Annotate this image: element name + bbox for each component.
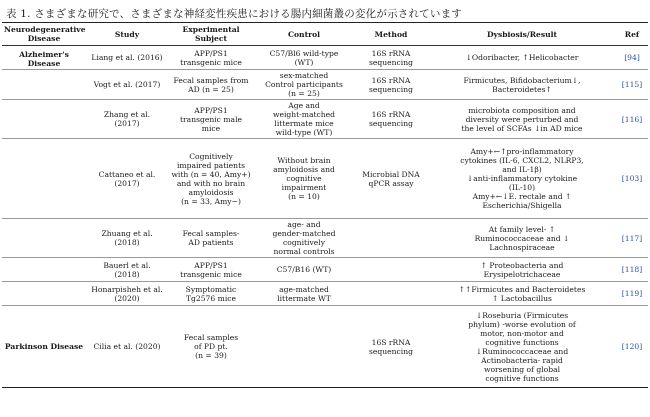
disease-cell: Alzheimer's Disease	[19, 50, 69, 68]
result-cell: ↓Odoribacter, ↑Helicobacter	[465, 53, 579, 62]
table-caption: 表 1. さまざまな研究で、さまざまな神経変性疾患における腸内細菌叢の変化が示されています	[6, 8, 462, 20]
subject-cell: Cognitively impaired patients with (n = 40, Amy+) and with no brain amyloidosis (n = 33, Amy−)	[171, 151, 251, 206]
ref-link[interactable]: [118]	[621, 265, 643, 274]
ref-link[interactable]: [119]	[621, 289, 643, 298]
subject-cell: Fecal samples from AD (n = 25)	[173, 75, 249, 94]
ref-link[interactable]: [117]	[621, 233, 643, 243]
table-row	[2, 70, 648, 100]
disease-cell-empty	[2, 70, 86, 100]
ref-link[interactable]: [120]	[621, 342, 643, 351]
method-cell: 16S rRNA sequencing	[369, 337, 413, 356]
control-cell: sex-matched Control participants (n = 25)	[265, 71, 343, 98]
subject-cell: Symptomatic Tg2576 mice	[185, 284, 237, 303]
subject-cell: APP/PS1 transgenic male mice	[180, 105, 242, 133]
ref-link[interactable]: [116]	[621, 114, 643, 124]
study-cell: Liang et al. (2016)	[91, 53, 163, 62]
subject-cell: APP/PS1 transgenic mice	[180, 48, 242, 67]
control-cell: C57/Bl6 wild-type (WT)	[269, 48, 339, 67]
header-ref: Ref	[624, 29, 640, 39]
subject-cell: Fecal samples of PD pt. (n = 39)	[183, 333, 239, 360]
method-cell: 16S rRNA sequencing	[369, 110, 413, 128]
disease-cell-empty	[2, 282, 86, 306]
control-cell: age- and gender-matched cognitively normal controls	[272, 220, 336, 256]
study-cell: Vogt et al. (2017)	[93, 80, 161, 89]
disease-cell-empty	[2, 219, 86, 258]
method-cell: Microbial DNA qPCR assay	[362, 169, 420, 188]
header-result: Dysbiosis/Result	[486, 29, 558, 39]
disease-cell: Parkinson Disease	[4, 342, 84, 351]
table-row	[2, 306, 648, 388]
subject-cell: Fecal samples- AD patients	[182, 229, 240, 247]
table-row	[2, 139, 648, 219]
ref-link[interactable]: [115]	[621, 80, 643, 89]
table-row	[2, 258, 648, 282]
study-cell: Zhuang et al. (2018)	[101, 229, 153, 247]
disease-cell-empty	[2, 139, 86, 219]
disease-cell-empty	[2, 100, 86, 139]
result-cell: ↓Roseburia (Firmicutes phylum) -worse evolution of motor, non-motor and cognitive functions ↓Ruminococcaceae and Actinobacteria- rapid worsening of global cognitive functions	[468, 310, 576, 383]
method-cell: 16S rRNA sequencing	[369, 48, 413, 67]
table-row	[2, 46, 648, 70]
ref-link[interactable]: [103]	[621, 174, 643, 183]
method-cell	[354, 219, 428, 258]
result-cell: microbiota composition and diversity were perturbed and the level of SCFAs ↓in AD mice	[461, 105, 583, 133]
header-control: Control	[287, 29, 321, 39]
result-cell: ↑ Proteobacteria and Erysipelotrichaceae	[480, 260, 564, 279]
header-disease: Neurodegenerative Disease	[4, 25, 86, 43]
study-cell: Honarpisheh et al. (2020)	[91, 284, 163, 303]
header-method: Method	[374, 29, 408, 39]
table-row	[2, 282, 648, 306]
table-header-row	[2, 23, 648, 46]
control-cell	[254, 306, 354, 388]
table-row	[2, 219, 648, 258]
control-cell: Age and weight-matched littermate mice wild-type (WT)	[272, 101, 336, 137]
method-cell	[354, 282, 428, 306]
ref-link[interactable]: [94]	[624, 53, 640, 62]
control-cell: age-matched littermate WT	[277, 284, 331, 303]
control-cell: C57/B16 (WT)	[276, 265, 332, 274]
study-cell: Zhang et al. (2017)	[103, 110, 151, 128]
study-cell: Cattaneo et al. (2017)	[98, 169, 156, 188]
header-subject: Experimental Subject	[182, 25, 240, 43]
study-cell: Bauerl et al. (2018)	[103, 260, 151, 279]
result-cell: Firmicutes, Bifidobacterium↓, Bacteroidetes↑	[463, 75, 581, 94]
method-cell: 16S rRNA sequencing	[369, 75, 413, 94]
disease-cell-empty	[2, 258, 86, 282]
subject-cell: APP/PS1 transgenic mice	[180, 260, 242, 279]
table-row	[2, 100, 648, 139]
control-cell: Without brain amyloidosis and cognitive impairment (n = 10)	[273, 156, 335, 201]
microbiota-table	[2, 22, 648, 388]
study-cell: Cilia et al. (2020)	[93, 342, 161, 351]
result-cell: At family level- ↑ Ruminococcaceae and ↓ Lachnospiraceae	[474, 224, 570, 252]
header-study: Study	[114, 29, 140, 39]
result-cell: ↑↑Firmicutes and Bacteroidetes ↑ Lactobacillus	[458, 284, 586, 303]
result-cell: Amy+←↑pro-inflammatory cytokines (IL-6, CXCL2, NLRP3, and IL-1β) ↓anti-inflammatory cytokine (IL-10) Amy+←↓E. rectale and ↑ Escherichia/Shigella	[460, 147, 584, 210]
method-cell	[354, 258, 428, 282]
